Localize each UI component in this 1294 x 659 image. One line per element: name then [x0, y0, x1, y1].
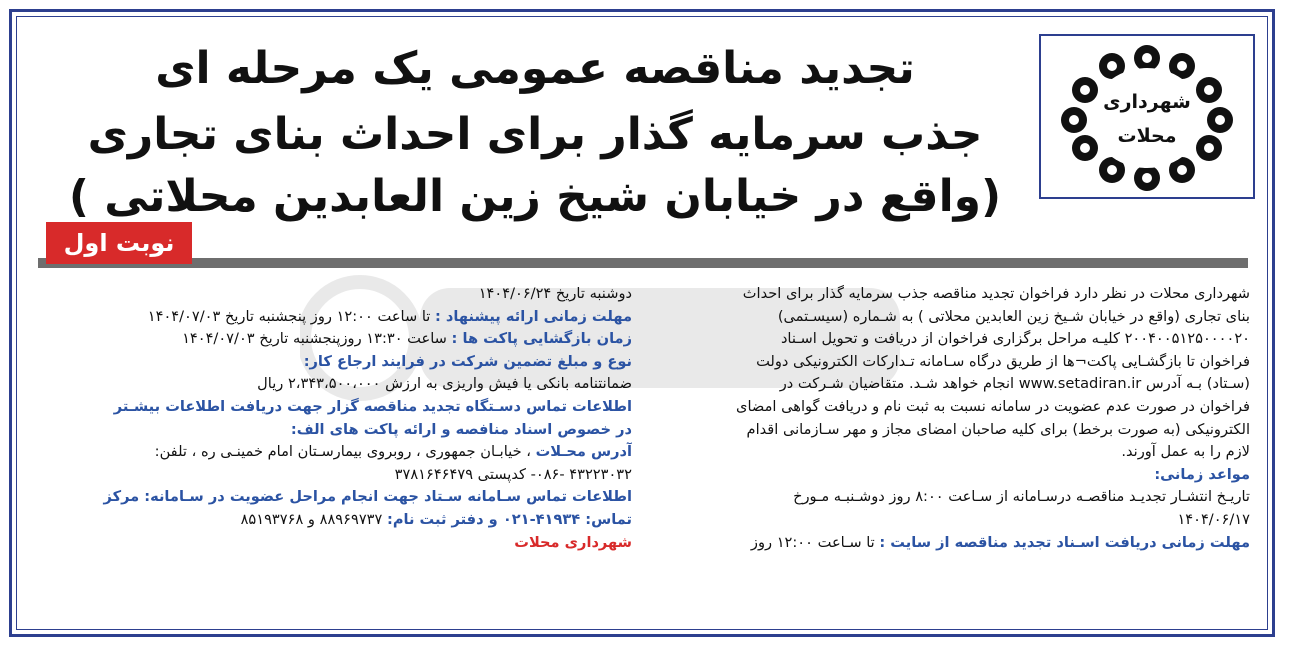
bid-deadline-text: تا ساعت ۱۲:۰۰ روز پنجشنبه تاریخ ۱۴۰۴/۰۷/۰۳: [147, 307, 431, 325]
logo-text-top: شهرداری: [1103, 90, 1191, 113]
guarantee-heading: نوع و مبلغ تضمین شرکت در فرایند ارجاع کار:: [303, 352, 632, 370]
municipality-logo: [1039, 34, 1255, 199]
right-column: [664, 283, 1250, 554]
left-line-2: [44, 306, 632, 329]
title-line-1: تجدید مناقصه عمومی یک مرحله ای: [155, 43, 915, 94]
address-label: آدرس محـلات: [535, 443, 632, 461]
right-line-11: ۱۴۰۴/۰۶/۱۷: [1177, 510, 1250, 528]
left-line-1: دوشنبه تاریخ ۱۴۰۴/۰۶/۲۴: [478, 285, 632, 302]
left-column: [44, 283, 632, 554]
bid-deadline-label: مهلت زمانی ارائه پیشنهاد :: [435, 307, 632, 325]
phone-postal-line: ۴۳۲۲۳۰۳۲ -۰۸۶- کدپستی ۳۷۸۱۶۴۶۴۷۹: [394, 465, 632, 483]
right-line-8: لازم را به عمل آورند.: [1121, 443, 1250, 461]
left-line-8: [44, 441, 632, 464]
right-line-7: الکترونیکی (به صورت برخط) برای کلیه صاحبان امضای مجاز و مهر سـازمانی اقدام: [746, 420, 1250, 438]
logo-emblem-icon: [1052, 42, 1242, 192]
right-line-5: (سـتاد) بـه آدرس www.setadiran.ir انجام خواهد شـد. متقاضیان شـرکت در: [779, 375, 1250, 393]
separator-rule: [38, 258, 1248, 268]
deadlines-heading: مواعد زمانی:: [1154, 465, 1250, 483]
left-line-3: [44, 328, 632, 351]
doc-deadline-label: مهلت زمانی دریافت اسـناد تجدید مناقصه از سایت :: [879, 533, 1250, 551]
setad-contact-label: تماس: ۴۱۹۳۴-۰۲۱ و دفتر ثبت نام:: [386, 510, 632, 528]
logo-text-bottom: محلات: [1117, 124, 1177, 147]
title-line-2: جذب سرمایه گذار برای احداث بنای تجاری: [87, 109, 983, 160]
guarantee-text: ضمانتنامه بانکی یا فیش واریزی به ارزش ۲،۳۴۳،۵۰۰،۰۰۰ ریال: [257, 375, 632, 393]
opening-time-text: ساعت ۱۳:۳۰ روزپنجشنبه تاریخ ۱۴۰۴/۰۷/۰۳: [182, 330, 447, 348]
right-line-1: شهرداری محلات در نظر دارد فراخوان تجدید مناقصه جذب سرمایه گذار برای احداث: [742, 285, 1250, 302]
contact-heading-1: اطلاعات تماس دسـتگاه تجدید مناقصه گزار جهت دریافت اطلاعات بیشـتر: [113, 397, 632, 415]
title-line-3: (واقع در خیابان شیخ زین العابدین محلاتی ): [68, 171, 1002, 222]
round-badge: نوبت اول: [46, 222, 192, 264]
right-line-4: فراخوان تا بازگشـایی پاکت¬ها از طریق درگاه سـامانه تـدارکات الکترونیکی دولت: [756, 352, 1250, 370]
right-line-6: فراخوان در صورت عدم عضویت در سامانه نسبت به ثبت نام و دریافت گواهی امضای: [736, 397, 1250, 415]
right-line-2: بنای تجاری (واقع در خیابان شـیخ زین العابدین محلاتی ) به شـماره (سیسـتمی): [777, 307, 1250, 325]
contact-heading-2: در خصوص اسناد منافصه و ارائه پاکت های الف:: [290, 420, 632, 438]
signature: شهرداری محلات: [514, 533, 632, 551]
setad-contact-numbers: ۸۸۹۶۹۷۳۷ و ۸۵۱۹۳۷۶۸: [240, 510, 383, 528]
right-line-3: ۲۰۰۴۰۰۵۱۲۵۰۰۰۰۲۰ کلیـه مراحل برگزاری فراخوان از دریافت و تحویل اسـناد: [780, 330, 1250, 348]
right-line-10: تاریـخ انتشـار تجدیـد مناقصـه درسـامانه از سـاعت ۸:۰۰ روز دوشـنبـه مـورخ: [793, 488, 1250, 506]
right-line-12: [664, 532, 1250, 555]
address-text: ، خیابـان جمهوری ، روبروی بیمارسـتان امام خمینـی ره ، تلفن:: [154, 443, 531, 461]
setad-contact-heading: اطلاعات تماس سـامانه سـتاد جهت انجام مراحل عضویت در سـامانه: مرکز: [103, 488, 632, 506]
opening-time-label: زمان بازگشایی پاکت ها :: [451, 330, 632, 348]
left-line-11: [44, 509, 632, 532]
doc-deadline-text: تا سـاعت ۱۲:۰۰ روز: [750, 533, 875, 551]
